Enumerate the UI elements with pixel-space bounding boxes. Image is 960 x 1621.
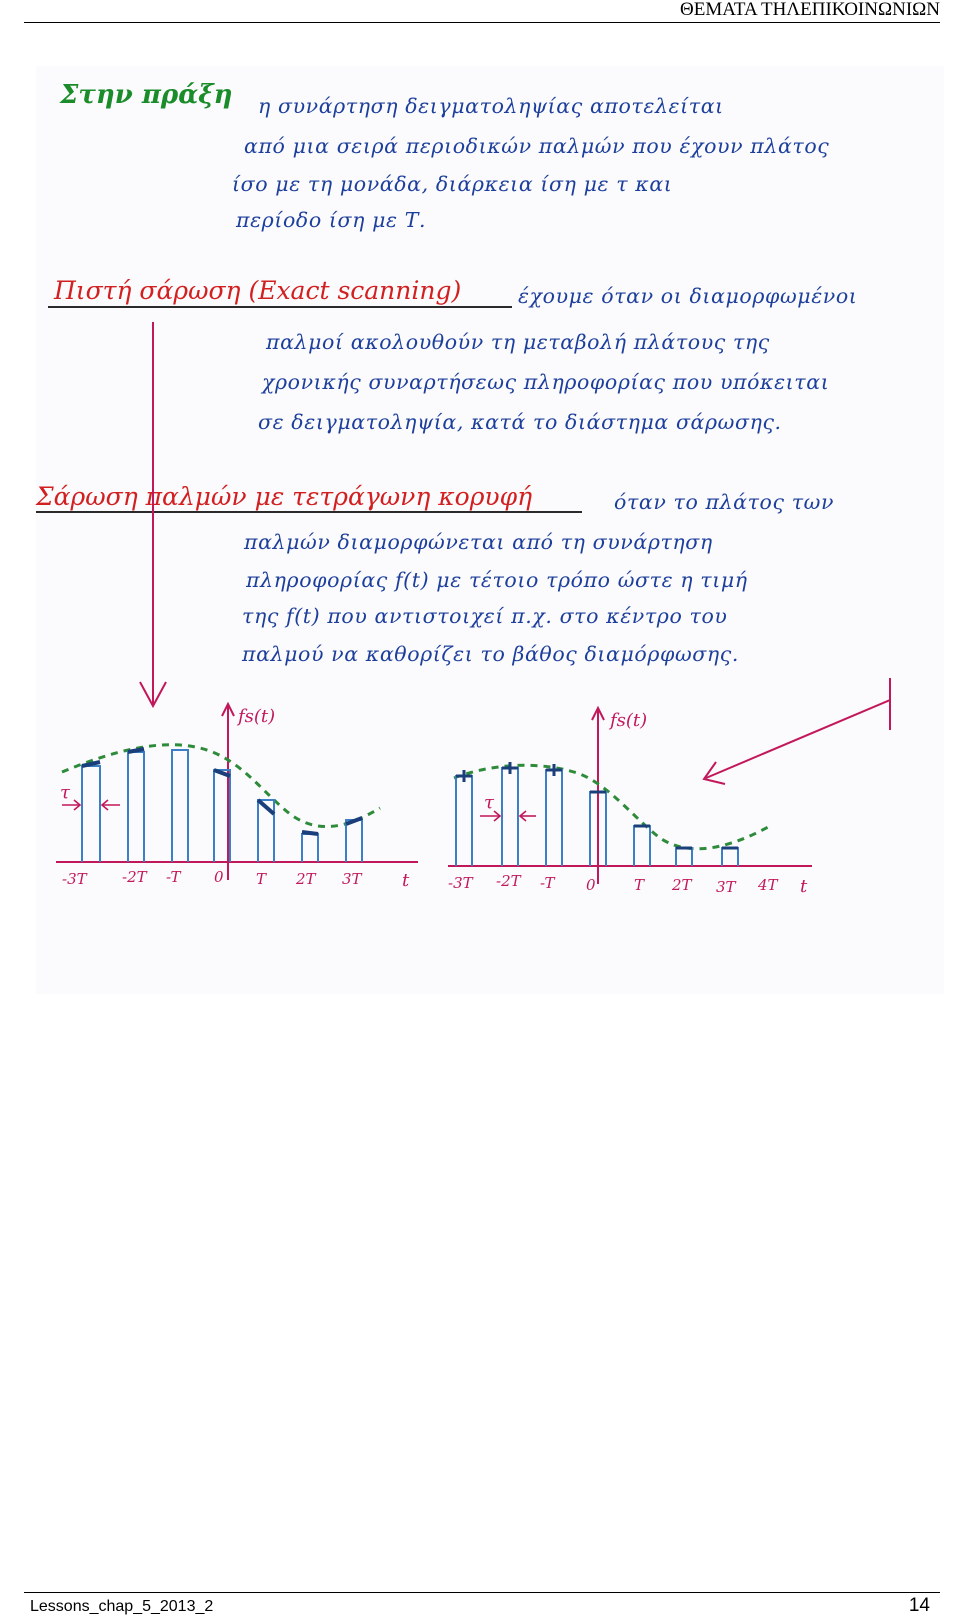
right-tick-m3T: -3T xyxy=(448,874,473,892)
section2-line-2: παλμοί ακολουθούν τη μεταβολή πλάτους της xyxy=(266,330,770,354)
header-title: ΘΕΜΑΤΑ ΤΗΛΕΠΙΚΟΙΝΩΝΙΩΝ xyxy=(680,0,940,20)
left-tick-2T: 2T xyxy=(296,870,316,888)
section3-heading: Σάρωση παλμών με τετράγωνη κορυφή xyxy=(36,482,533,511)
page-footer xyxy=(24,1592,940,1621)
section3-line-3: πληροφορίας f(t) με τέτοιο τρόπο ώστε η τιμή xyxy=(246,568,748,592)
left-tau-marker xyxy=(62,800,120,810)
right-tick-4T: 4T xyxy=(758,876,778,894)
left-diagram xyxy=(56,704,418,891)
right-tau-label: τ xyxy=(484,792,494,813)
left-tick-m2T: -2T xyxy=(122,868,147,886)
left-info-curve xyxy=(62,745,380,827)
exact-scanning-arrow xyxy=(140,322,166,706)
right-axis-label: t xyxy=(800,876,808,897)
footer-filename: Lessons_chap_5_2013_2 xyxy=(30,1598,214,1615)
left-tick-m3T: -3T xyxy=(62,870,87,888)
left-pulse-tops xyxy=(82,749,362,834)
left-tick-0: 0 xyxy=(214,868,224,886)
section1-line-4: περίοδο ίση με Τ. xyxy=(236,208,427,232)
section3-line-5: παλμού να καθορίζει το βάθος διαμόρφωσης. xyxy=(242,642,739,666)
right-function-label: fs(t) xyxy=(610,710,648,731)
right-diagram xyxy=(448,708,812,897)
right-tick-mT: -T xyxy=(540,874,555,892)
section1-line-3: ίσο με τη μονάδα, διάρκεια ίση με τ και xyxy=(232,172,673,196)
right-tick-3T: 3T xyxy=(716,878,736,896)
section3-line-4: της f(t) που αντιστοιχεί π.χ. στο κέντρο του xyxy=(242,604,728,628)
left-tau-label: τ xyxy=(60,782,70,803)
section1-line-1: η συνάρτηση δειγματοληψίας αποτελείται xyxy=(258,94,724,118)
section3-line-1: όταν το πλάτος των xyxy=(614,490,835,514)
right-tick-m2T: -2T xyxy=(496,872,521,890)
left-axis-label: t xyxy=(402,870,410,891)
right-tick-T: T xyxy=(634,876,645,894)
flat-top-arrow xyxy=(704,678,890,784)
section2-line-1: έχουμε όταν οι διαμορφωμένοι xyxy=(518,284,858,308)
section2-line-4: σε δειγματοληψία, κατά το διάστημα σάρωσης. xyxy=(258,410,782,434)
left-tick-3T: 3T xyxy=(342,870,362,888)
section1-heading: Στην πράξη xyxy=(60,80,233,110)
section2-heading: Πιστή σάρωση (Exact scanning) xyxy=(54,276,462,305)
right-tick-2T: 2T xyxy=(672,876,692,894)
section2-line-3: χρονικής συναρτήσεως πληροφορίας που υπόκειται xyxy=(262,370,830,394)
right-tick-0: 0 xyxy=(586,876,596,894)
left-tick-mT: -T xyxy=(166,868,181,886)
left-tick-T: T xyxy=(256,870,267,888)
section3-line-2: παλμών διαμορφώνεται από τη συνάρτηση xyxy=(244,530,713,554)
left-pulses xyxy=(82,750,362,862)
page-number: 14 xyxy=(908,1595,930,1616)
section1-line-2: από μια σειρά περιοδικών παλμών που έχουν πλάτος xyxy=(244,134,830,158)
left-function-label: fs(t) xyxy=(238,706,276,727)
